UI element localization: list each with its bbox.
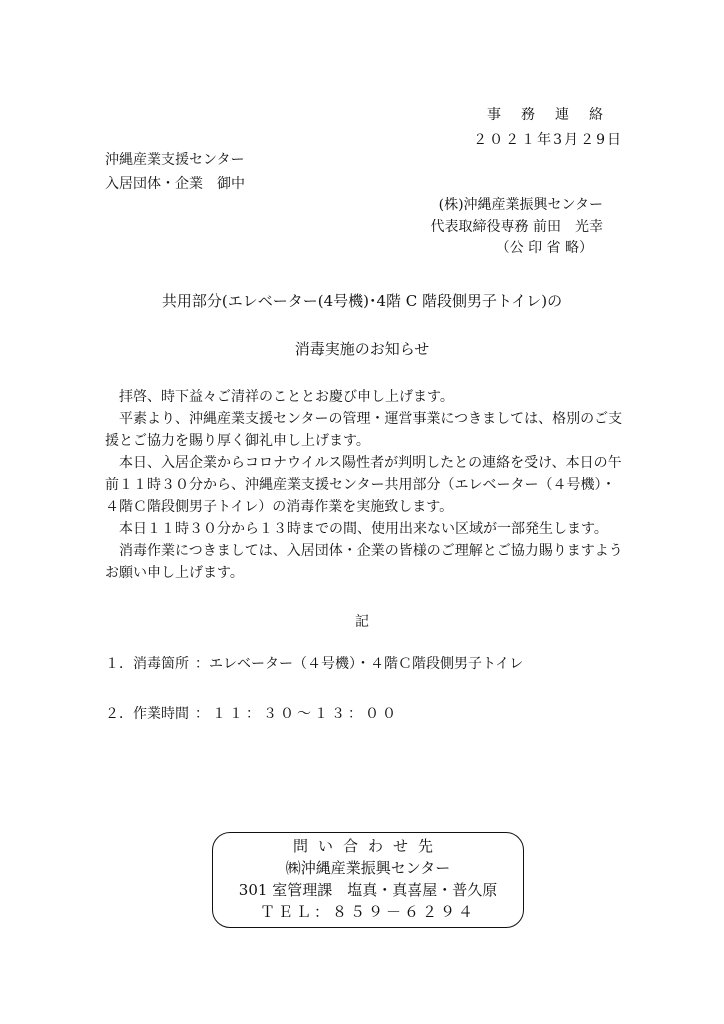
body-paragraph-greeting: 拝啓、時下益々ご清祥のこととお慶び申し上げます。 — [119, 389, 454, 405]
item-label: ２．作業時間 — [105, 706, 189, 722]
item-value: ：エレベーター（４号機）・４階Ｃ階段側男子トイレ — [195, 656, 524, 672]
notice-body — [105, 386, 625, 584]
contact-phone: ＴＥＬ：８５９－６２９４ — [259, 903, 476, 921]
document-date: ２０２１年3月２9日 — [473, 132, 623, 148]
contact-company: ㈱沖縄産業振興センター — [285, 859, 451, 877]
ki-heading: 記 — [355, 614, 369, 630]
body-paragraph-request: 消毒作業につきましては、入居団体・企業の皆様のご理解とご協力賜りますようお願い申し上げます。 — [105, 543, 623, 581]
seal-omitted-note: （公 印 省 略） — [495, 240, 593, 256]
sender-representative: 代表取締役専務 前田 光幸 — [430, 219, 603, 235]
body-paragraph-announcement: 本日、入居企業からコロナウイルス陽性者が判明したとの連絡を受け、本日の午前１１時３０分から、沖縄産業支援センター共用部分（エレベーター（４号機）・４階Ｃ階段側男子トイレ）の消毒作業を実施致します。 — [105, 455, 622, 515]
body-paragraph-restriction: 本日１１時３０分から１３時までの間、使用出来ない区域が一部発生します。 — [119, 521, 608, 537]
recipient-line-2: 入居団体・企業 御中 — [105, 176, 245, 192]
sender-company: (株)沖縄産業振興センター — [438, 197, 603, 213]
item-value: ：１１：３０～１３：００ — [195, 706, 399, 722]
item-work-time — [105, 703, 399, 723]
contact-department: 301 室管理課 塩真・真喜屋・普久原 — [238, 881, 498, 899]
item-disinfection-location — [105, 653, 523, 673]
contact-title: 問い合わせ先 — [292, 837, 443, 855]
item-label: １．消毒箇所 — [105, 656, 189, 672]
contact-box — [212, 832, 524, 928]
notice-title-line-1: 共用部分(エレベーター(4号機)･4階 C 階段側男子トイレ)の — [161, 292, 563, 310]
notice-title-line-2: 消毒実施のお知らせ — [294, 340, 430, 358]
body-paragraph-thanks: 平素より、沖縄産業支援センターの管理・運営事業につきましては、格別のご支援とご協力を賜り厚く御礼申し上げます。 — [105, 411, 623, 449]
document-type: 事務連絡 — [487, 107, 623, 123]
recipient-line-1: 沖縄産業支援センター — [105, 152, 245, 168]
